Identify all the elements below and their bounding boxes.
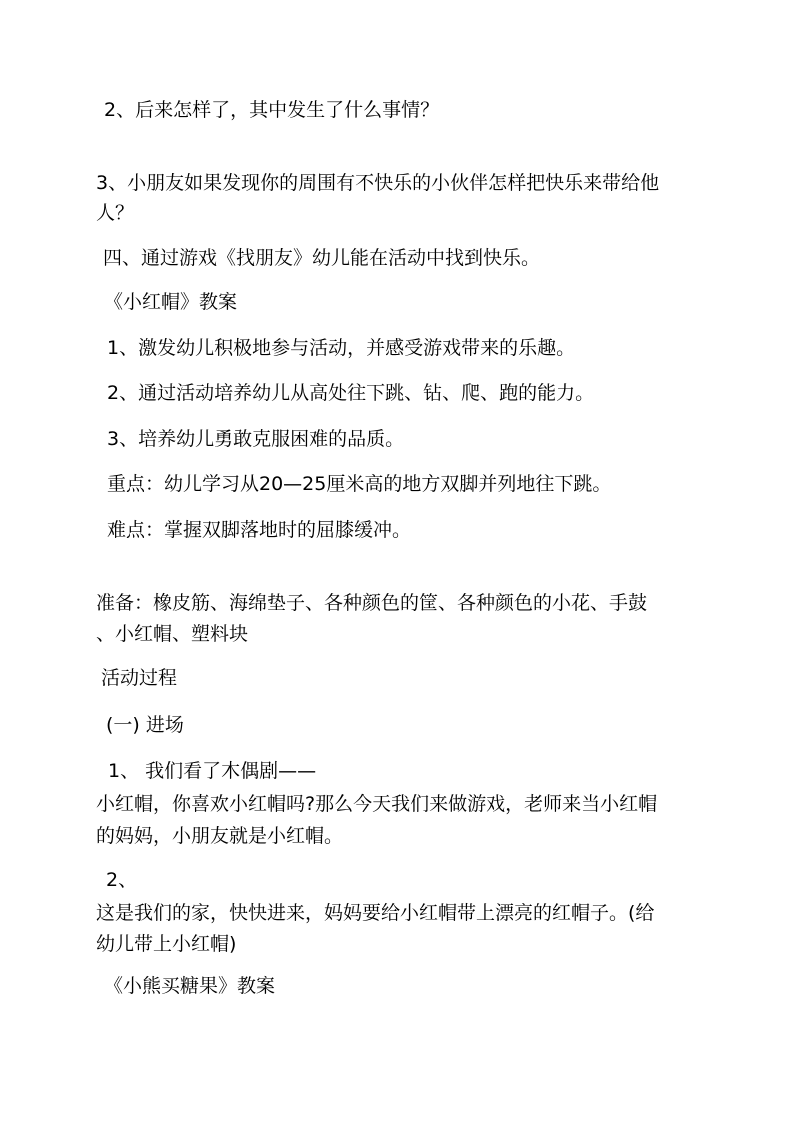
goal-1-line: 1、激发幼儿积极地参与活动，并感受游戏带来的乐趣。 [107, 337, 576, 359]
step-2-line: 2、 [106, 869, 138, 891]
question-2-line: 2、后来怎样了，其中发生了什么事情？ [104, 99, 440, 121]
activity-process-heading: 活动过程 [101, 667, 178, 689]
lesson-title-little-bear: 《小熊买糖果》教案 [104, 975, 276, 997]
step-1-line: 1、 我们看了木偶剧—— [108, 760, 317, 782]
key-point-line: 重点：幼儿学习从20—25厘米高的地方双脚并列地往下跳。 [107, 473, 612, 495]
difficulty-line: 难点：掌握双脚落地时的屈膝缓冲。 [107, 519, 412, 541]
goal-2-line: 2、通过活动培养幼儿从高处往下跳、钻、爬、跑的能力。 [107, 382, 595, 404]
section-four-line: 四、通过游戏《找朋友》幼儿能在活动中找到快乐。 [103, 247, 541, 269]
step-1-text-line-1: 小红帽，你喜欢小红帽吗?那么今天我们来做游戏，老师来当小红帽 [96, 793, 658, 815]
question-3-line: 3、小朋友如果发现你的周围有不快乐的小伙伴怎样把快乐来带给他 [96, 172, 660, 194]
step-one-heading: (一) 进场 [106, 714, 184, 736]
preparation-continuation: 、小红帽、塑料块 [96, 623, 249, 645]
question-3-continuation: 人？ [96, 202, 135, 224]
step-2-text-line-2: 幼儿带上小红帽) [96, 933, 237, 955]
step-2-text-line-1: 这是我们的家，快快进来，妈妈要给小红帽带上漂亮的红帽子。(给 [96, 902, 655, 924]
preparation-line: 准备：橡皮筋、海绵垫子、各种颜色的筐、各种颜色的小花、手鼓 [96, 592, 648, 614]
goal-3-line: 3、培养幼儿勇敢克服困难的品质。 [107, 428, 405, 450]
lesson-title-little-red-hat: 《小红帽》教案 [104, 291, 238, 313]
step-1-text-line-2: 的妈妈，小朋友就是小红帽。 [96, 825, 344, 847]
